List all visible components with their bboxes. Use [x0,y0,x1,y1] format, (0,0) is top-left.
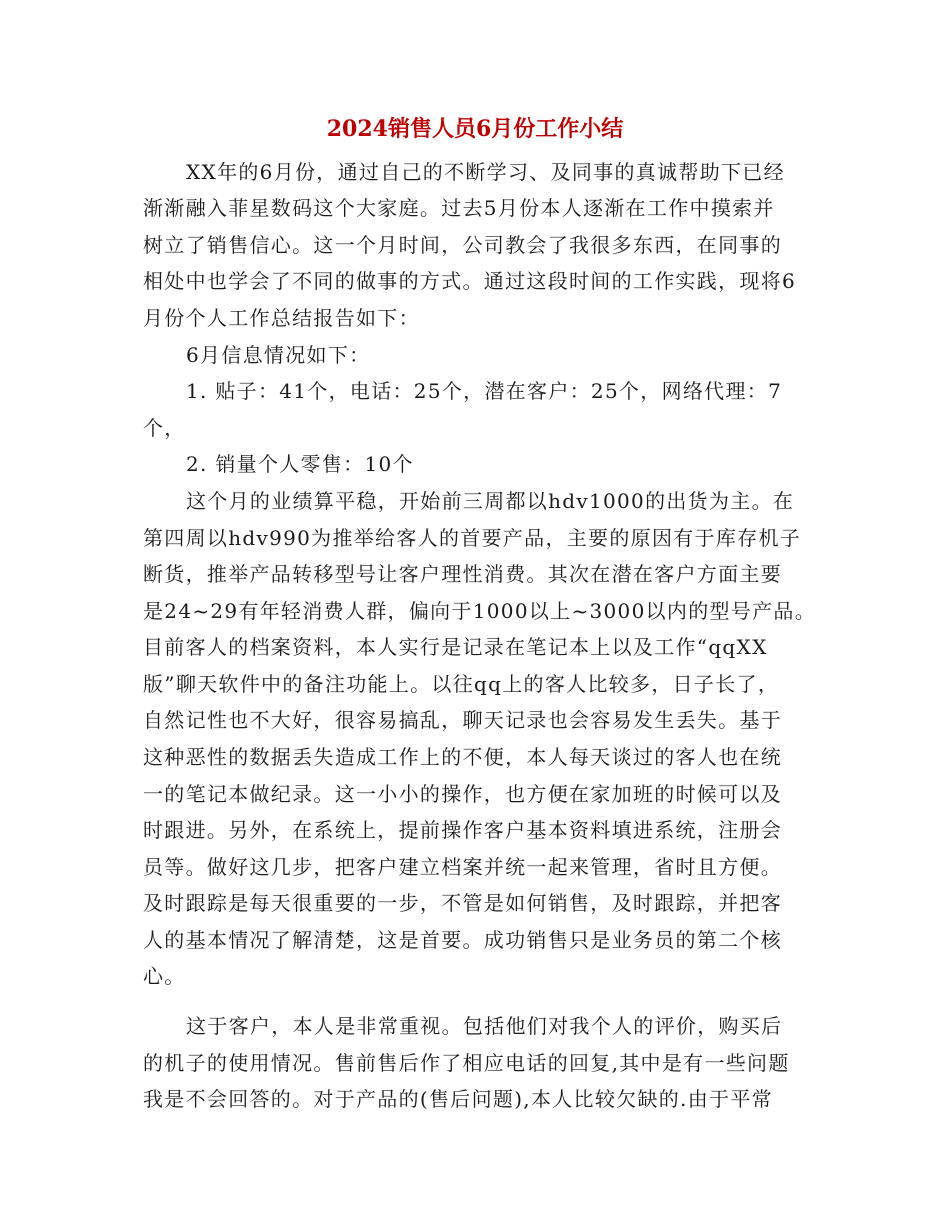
document-title: 2024销售人员6月份工作小结 [326,116,624,142]
paragraph-line: 人的基本情况了解清楚，这是首要。成功销售只是业务员的第二个核 [143,928,782,952]
list-item-line: 2. 销量个人零售：10个 [186,452,414,476]
paragraph-line: 自然记性也不大好，很容易搞乱，聊天记录也会容易发生丢失。基于 [143,708,782,732]
paragraph-line: 这于客户，本人是非常重视。包括他们对我个人的评价，购买后 [186,1014,783,1038]
paragraph-line: 时跟进。另外，在系统上，提前操作客户基本资料填进系统，注册会 [143,818,782,842]
list-item-line: 1. 贴子：41个，电话：25个，潜在客户：25个，网络代理：7 [186,379,783,403]
paragraph-line: 断货，推举产品转移型号让客户理性消费。其次在潜在客户方面主要 [143,562,782,586]
paragraph-line: 心。 [143,964,186,988]
paragraph-line: 及时跟踪是每天很重要的一步，不管是如何销售，及时跟踪，并把客 [143,891,782,915]
paragraph-line: 目前客人的档案资料，本人实行是记录在笔记本上以及工作“qqXX [143,635,768,659]
paragraph-line: 员等。做好这几步，把客户建立档案并统一起来管理，省时且方便。 [143,855,782,879]
paragraph-line: 这个月的业绩算平稳，开始前三周都以hdv1000的出货为主。在 [186,489,795,513]
paragraph-line: 月份个人工作总结报告如下： [143,306,420,330]
paragraph-line: 我是不会回答的。对于产品的(售后问题),本人比较欠缺的.由于平常 [143,1087,773,1111]
paragraph-line: 渐渐融入菲星数码这个大家庭。过去5月份本人逐渐在工作中摸索并 [143,196,775,220]
paragraph-line: 版”聊天软件中的备注功能上。以往qq上的客人比较多，日子长了， [143,672,780,696]
list-item-line: 个， [143,416,186,440]
paragraph-line: 是24~29有年轻消费人群，偏向于1000以上~3000以内的型号产品。 [143,599,817,623]
paragraph-line: 这种恶性的数据丢失造成工作上的不便，本人每天谈过的客人也在统 [143,745,782,769]
paragraph-line: XX年的6月份，通过自己的不断学习、及同事的真诚帮助下已经 [186,160,785,184]
paragraph-line: 6月信息情况如下： [186,343,371,367]
paragraph-line: 第四周以hdv990为推举给客人的首要产品，主要的原因有于库存机子 [143,526,802,550]
paragraph-line: 相处中也学会了不同的做事的方式。通过这段时间的工作实践，现将6 [143,269,797,293]
paragraph-line: 一的笔记本做纪录。这一小小的操作，也方便在家加班的时候可以及 [143,782,782,806]
paragraph-line: 的机子的使用情况。售前售后作了相应电话的回复,其中是有一些问题 [143,1051,790,1075]
paragraph-line: 树立了销售信心。这一个月时间，公司教会了我很多东西，在同事的 [143,233,782,257]
